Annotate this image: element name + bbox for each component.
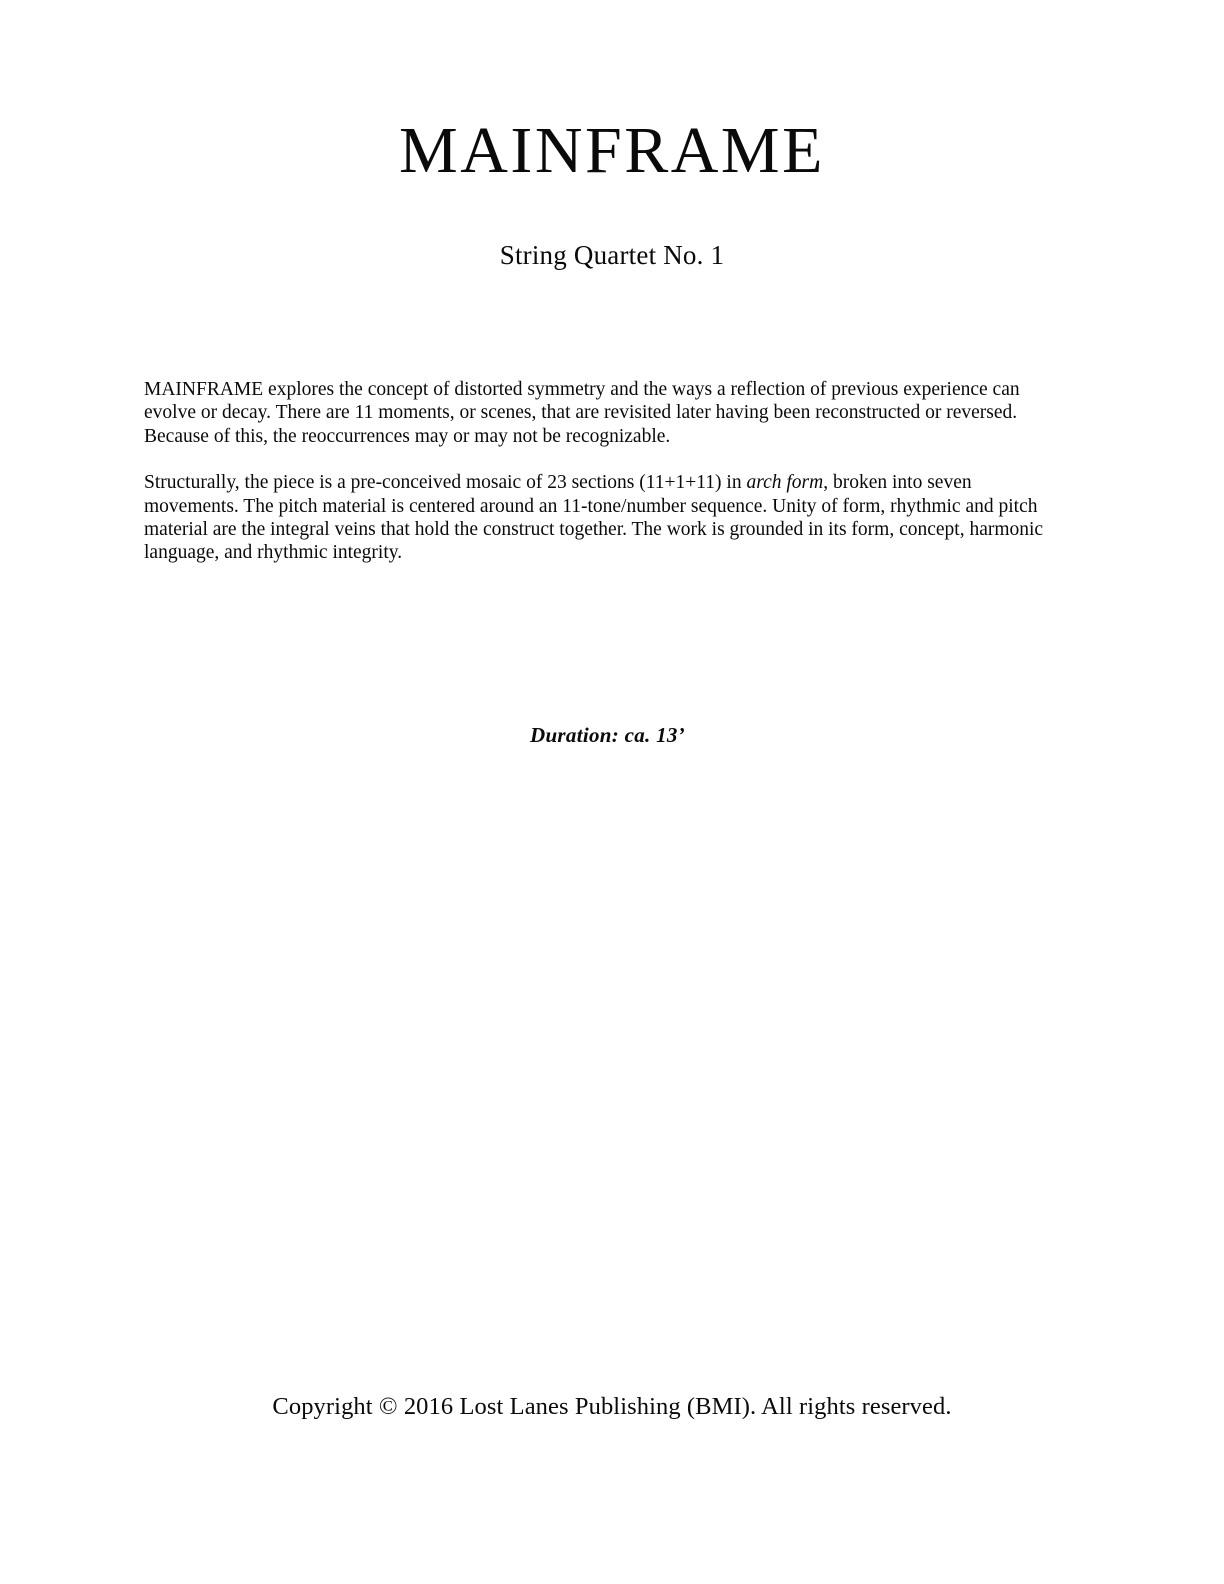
page-subtitle: String Quartet No. 1 [499,240,725,270]
program-note-paragraph-2 [144,471,1064,565]
copyright-line [0,1392,1224,1421]
paragraph-2-text-end: , broken into seven movements. The pitch material is centered around an 11-tone/number sequence. Unity of form, rhythmic and pitch material are the integral veins that hold the construct together. The work is grounded in its form, concept, harmonic language, and rhythmic integrity. [144,472,1044,564]
page-title: MAINFRAME [399,114,825,187]
arch-form-emphasis: arch form [746,472,824,494]
duration-label: Duration: ca. 13’ [529,723,686,747]
duration-line [0,724,1224,747]
copyright-notice: Copyright © 2016 Lost Lanes Publishing (BMI). All rights reserved. [272,1393,952,1420]
program-note-paragraph-1: MAINFRAME explores the concept of distorted symmetry and the ways a reflection of previous experience can evolve or decay. There are 11 moments, or scenes, that are revisited later having been reconstructed or reversed. Because of this, the reoccurrences may or may not be recognizable. [144,379,1020,447]
paragraph-2-text-start: Structurally, the piece is a pre-conceived mosaic of 23 sections (11+1+11) in [144,472,747,494]
program-note [144,378,1064,565]
title-block [0,114,1224,270]
